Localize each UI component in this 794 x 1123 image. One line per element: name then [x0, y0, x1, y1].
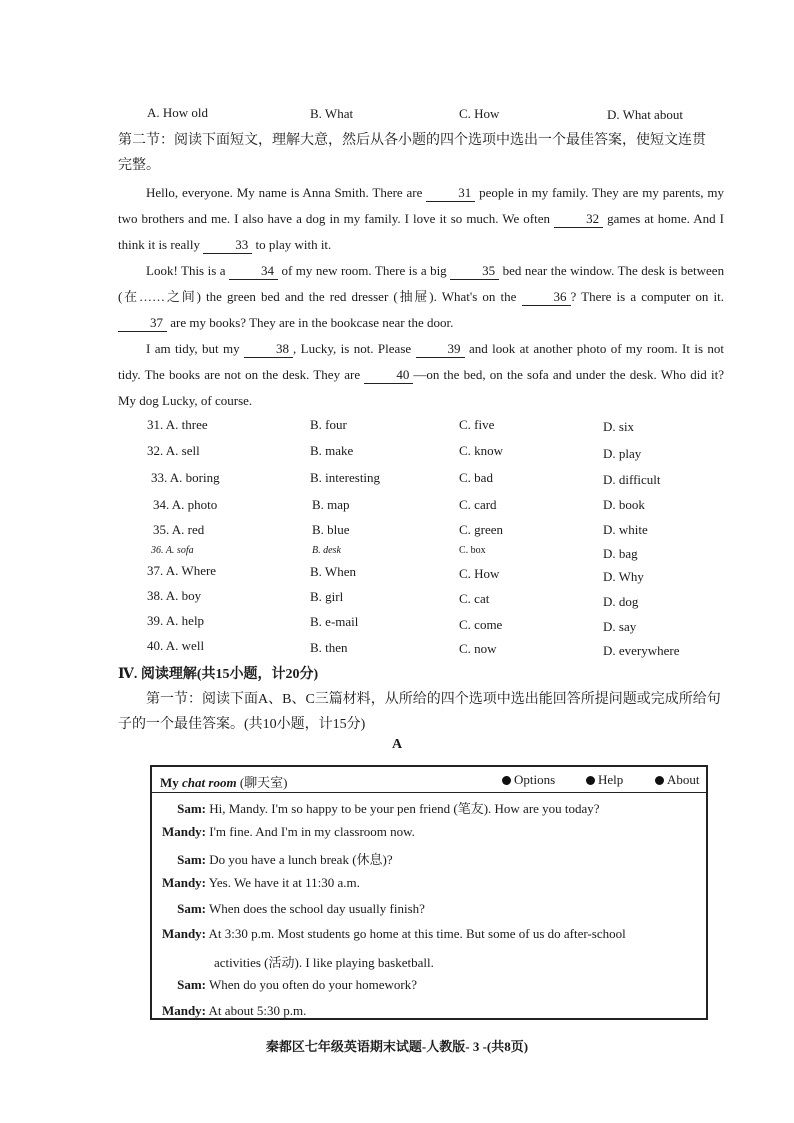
option-c: C. How [459, 566, 500, 581]
menu-about-label: About [667, 772, 700, 787]
passage-paragraph-3 [118, 336, 724, 414]
option-d: D. six [603, 419, 635, 434]
chat-title-suffix: (聊天室) [236, 775, 288, 790]
option-b: B. map [312, 497, 350, 512]
chat-line [152, 977, 417, 993]
chat-room-box [150, 765, 708, 1020]
option-b: B. then [310, 640, 348, 655]
blank-39: 39 [416, 341, 465, 358]
chat-line-continued [214, 952, 434, 971]
chat-text: When do you often do your homework? [209, 977, 417, 992]
option-d: D. dog [603, 594, 639, 609]
option-a: 37. A. Where [147, 563, 217, 578]
chat-line [152, 926, 626, 942]
option-a: 32. A. sell [147, 443, 200, 458]
chat-title-prefix: My [160, 775, 183, 790]
option-b: B. interesting [310, 470, 381, 485]
chat-line [152, 824, 415, 840]
chat-line [152, 798, 600, 817]
passage-paragraph-2 [118, 258, 724, 336]
passage-text: Hello, everyone. My name is Anna Smith. There are [146, 185, 423, 200]
chat-line [152, 849, 393, 868]
bullet-icon [586, 776, 595, 785]
blank-37: 37 [118, 315, 167, 332]
option-b: B. desk [312, 545, 341, 556]
option-a: 31. A. three [147, 417, 208, 432]
option-b: B. four [310, 417, 347, 432]
chat-text: Hi, Mandy. I'm so happy to be your pen friend (笔友). How are you today? [209, 801, 600, 816]
option-c: C. bad [459, 470, 493, 485]
passage-text: and look at another photo of my room. It [468, 341, 690, 356]
chat-speaker: Mandy: [161, 926, 206, 941]
option-d: D. white [603, 522, 648, 537]
option-d: D. Why [603, 569, 644, 584]
part4-title: Ⅳ. 阅读理解(共15小题，计20分) [118, 667, 319, 682]
chat-speaker: Sam: [177, 901, 206, 916]
section2-instruction-line2: 完整。 [118, 158, 160, 173]
option-d: D. everywhere [603, 643, 680, 658]
option-a: 34. A. photo [153, 497, 218, 512]
bullet-icon [502, 776, 511, 785]
option-d: D. difficult [603, 472, 661, 487]
chat-speaker: Sam: [177, 801, 206, 816]
option-c: C. box [459, 545, 486, 556]
chat-text: When does the school day usually finish? [209, 901, 425, 916]
passage-text: ? There is a [570, 289, 637, 304]
chat-text: At about 5:30 p.m. [208, 1003, 307, 1018]
passage-text: to play with it. [255, 237, 332, 252]
blank-33: 33 [203, 237, 252, 254]
passage-text: computer on it. [641, 289, 724, 304]
option-d: D. play [603, 446, 642, 461]
option-b: B. blue [312, 522, 350, 537]
q30-option-d: D. What about [607, 107, 683, 122]
passage-text: I am tidy, but my [146, 341, 240, 356]
option-b: B. make [310, 443, 354, 458]
q30-option-c: C. How [459, 106, 500, 121]
option-b: B. e-mail [310, 614, 359, 629]
passage-text: desk. Who did it? My dog Lucky, of course. [118, 367, 724, 408]
passage-text: games at home. And I think it is really [118, 211, 725, 252]
option-a: 39. A. help [147, 613, 205, 628]
option-a: 35. A. red [153, 522, 205, 537]
part4-instruction-line2: 子的一个最佳答案。(共10小题，计15分) [118, 717, 366, 732]
chat-speaker: Sam: [177, 977, 206, 992]
menu-help [586, 772, 623, 788]
option-b: B. girl [310, 589, 344, 604]
chat-line [152, 901, 425, 917]
option-c: C. now [459, 641, 497, 656]
option-d: D. say [603, 619, 637, 634]
blank-36: 36 [522, 289, 571, 306]
option-b: B. When [310, 564, 356, 579]
option-d: D. book [603, 497, 645, 512]
chat-speaker: Mandy: [161, 875, 206, 890]
q30-option-a: A. How old [147, 105, 209, 120]
passage-text: , Lucky, is not. Please [293, 341, 412, 356]
section2-instruction-line1: 第二节：阅读下面短文，理解大意，然后从各小题的四个选项中选出一个最佳答案，使短文连贯 [118, 133, 706, 148]
option-c: C. cat [459, 591, 490, 606]
chat-speaker: Mandy: [161, 824, 206, 839]
blank-34: 34 [229, 263, 278, 280]
option-a: 40. A. well [147, 638, 205, 653]
chat-room-title [160, 772, 288, 791]
section-letter: A [391, 737, 403, 752]
option-c: C. green [459, 522, 504, 537]
chat-text: Do you have a lunch break (休息)? [209, 852, 393, 867]
passage-text: are my books? They are in the bookcase near the door. [170, 315, 454, 330]
menu-about [655, 772, 700, 788]
chat-speaker: Sam: [177, 852, 206, 867]
chat-room-header [152, 767, 706, 793]
option-c: C. know [459, 443, 504, 458]
menu-options-label: Options [514, 772, 556, 787]
menu-options [502, 772, 555, 788]
option-c: C. come [459, 617, 503, 632]
passage-text: parents, my two brothers and me. I also have a dog in my family. I love it so much. We often [118, 185, 725, 226]
chat-line [152, 875, 360, 891]
page-footer: 秦都区七年级英语期末试题-人教版- 3 -(共8页) [265, 1039, 529, 1054]
chat-speaker: Mandy: [161, 1003, 206, 1018]
passage-text: people in my family. They are my [479, 185, 659, 200]
passage-text: Look! This is a [146, 263, 226, 278]
option-a: 38. A. boy [147, 588, 202, 603]
blank-32: 32 [554, 211, 603, 228]
blank-38: 38 [244, 341, 293, 358]
option-a: 33. A. boring [151, 470, 220, 485]
passage-text: —on the bed, on the sofa and under the [413, 367, 626, 382]
chat-title-italic: chat room [182, 775, 237, 790]
option-a: 36. A. sofa [151, 545, 194, 556]
part4-instruction-line1: 第一节：阅读下面A、B、C三篇材料，从所给的四个选项中选出能回答所提问题或完成所给句 [146, 692, 721, 707]
chat-text: At 3:30 p.m. Most students go home at this time. But some of us do after-school [208, 926, 626, 941]
blank-35: 35 [450, 263, 499, 280]
q30-option-b: B. What [310, 106, 354, 121]
bullet-icon [655, 776, 664, 785]
passage-text: between (在……之间) the green bed and the red dresser (抽屉). What's on the [118, 263, 725, 304]
chat-text: I'm fine. And I'm in my classroom now. [209, 824, 415, 839]
chat-text: Yes. We have it at 11:30 a.m. [208, 875, 360, 890]
option-c: C. five [459, 417, 495, 432]
chat-text: activities (活动). I like playing basketball. [214, 955, 434, 970]
chat-line [152, 1003, 306, 1019]
blank-40: 40 [364, 367, 413, 384]
passage-text: bed near the window. The desk is [502, 263, 678, 278]
passage-paragraph-1 [118, 180, 724, 258]
passage-text: of my new room. There is a big [281, 263, 447, 278]
passage-text: is not tidy. The books are not on the desk. They are [118, 341, 725, 382]
option-c: C. card [459, 497, 497, 512]
option-d: D. bag [603, 546, 638, 561]
blank-31: 31 [426, 185, 475, 202]
menu-help-label: Help [598, 772, 624, 787]
section2-instruction [118, 128, 726, 178]
